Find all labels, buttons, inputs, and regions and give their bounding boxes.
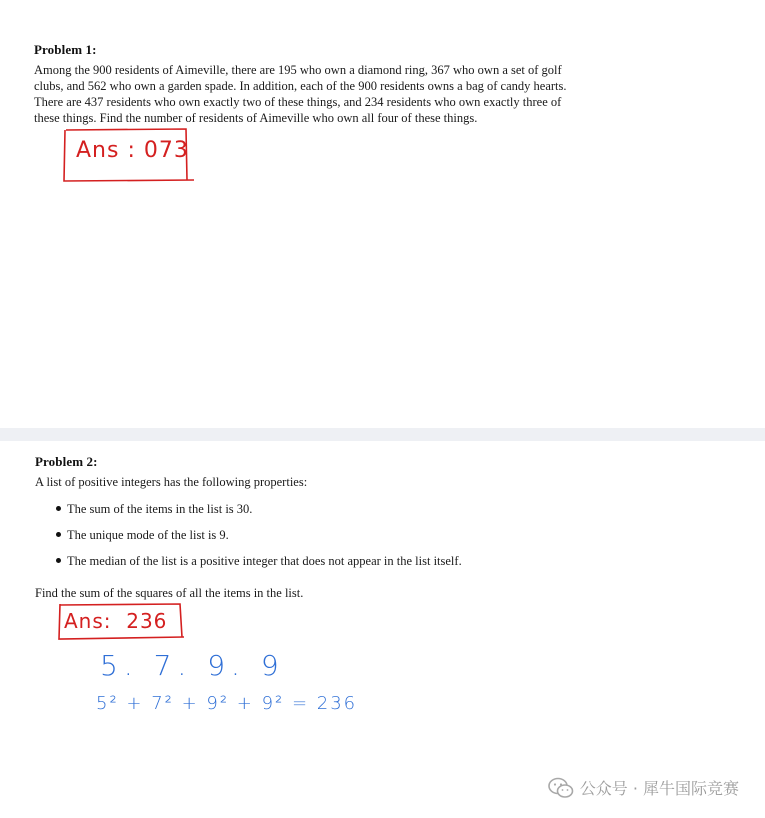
problem-2-question: Find the sum of the squares of all the items in the list. [35, 586, 304, 600]
problem-1-line: clubs, and 562 who own a garden spade. In addition, each of the 900 residents owns a bag of candy hearts. [34, 79, 567, 93]
problem-2-title: Problem 2: [35, 454, 98, 469]
answer-2-text: Ans: 236 [64, 609, 168, 633]
problem-1-title: Problem 1: [34, 42, 97, 57]
work-equation-text: 5² + 7² + 9² + 9² = 236 [96, 693, 358, 714]
problem-1-line: these things. Find the number of residents of Aimeville who own all four of these things. [34, 111, 478, 125]
wechat-icon [548, 777, 574, 799]
problem-1-body [34, 62, 734, 126]
list-item: The unique mode of the list is 9. [53, 527, 462, 553]
problem-2-intro: A list of positive integers has the following properties: [35, 475, 308, 489]
watermark-text: 公众号 · 犀牛国际竞赛 [579, 779, 739, 798]
watermark [548, 776, 739, 799]
work-list-text: 5. 7. 9. 9 [100, 649, 285, 682]
page-separator [0, 428, 765, 441]
property-list [53, 501, 462, 579]
problem-1-line: There are 437 residents who own exactly two of these things, and 234 residents who own exactly three of [34, 95, 562, 109]
problem-1-line: Among the 900 residents of Aimeville, there are 195 who own a diamond ring, 367 who own a set of golf [34, 63, 562, 77]
list-item: The median of the list is a positive integer that does not appear in the list itself. [53, 553, 462, 579]
list-item: The sum of the items in the list is 30. [53, 501, 462, 527]
answer-1-text: Ans : 073 [76, 138, 189, 163]
page-problem-2 [0, 441, 765, 818]
